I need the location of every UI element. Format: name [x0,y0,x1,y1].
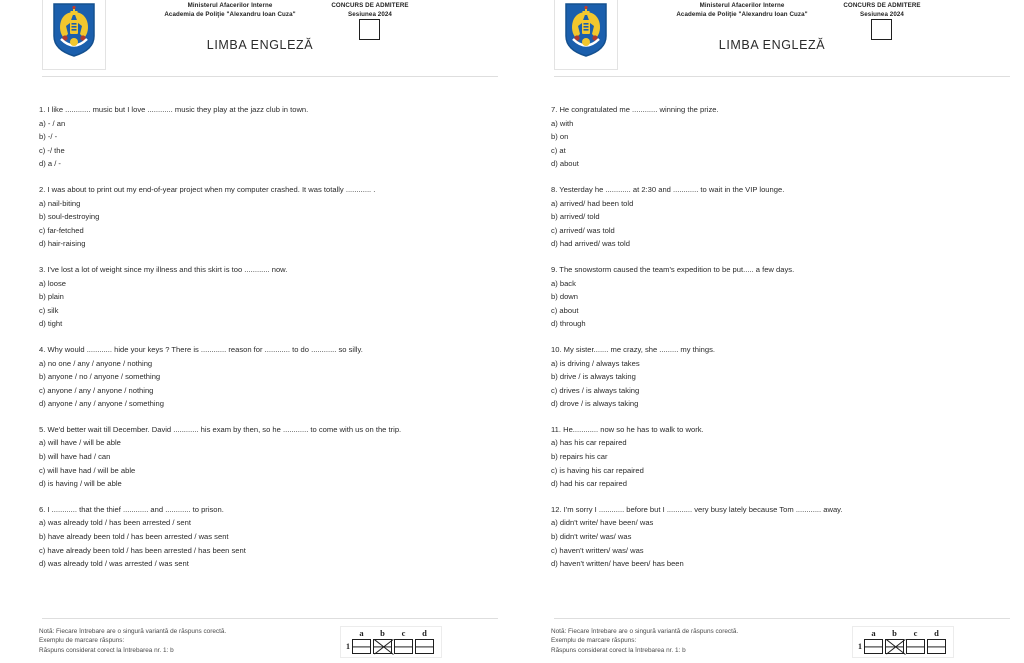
answer-option[interactable]: a) no one / any / anyone / nothing [39,358,153,368]
romanian-coat-of-arms-icon [564,2,608,58]
footer-divider [42,618,498,619]
note-line-2: Exemplu de marcare răspuns: [551,637,637,645]
answer-option[interactable]: b) arrived/ told [551,212,600,222]
answer-grid-column-a [352,629,371,654]
question-stem: 7. He congratulated me ............ winning the prize. [551,105,719,114]
answer-option[interactable]: d) through [551,319,586,329]
answer-option[interactable]: d) tight [39,319,63,329]
answer-grid [858,629,946,654]
answer-option[interactable]: a) with [551,118,574,128]
question-stem: 3. I've lost a lot of weight since my illness and this skirt is too ............ now. [39,264,288,274]
answer-grid-cell-b-marked[interactable] [373,639,392,654]
question-item [39,103,498,171]
answer-option[interactable]: d) hair-raising [39,239,86,249]
answer-grid-cell-a[interactable] [864,639,883,654]
subject-title: LIMBA ENGLEZĂ [206,38,314,52]
answer-grid-letter: d [422,628,427,638]
question-stem: 2. I was about to print out my end-of-year project when my computer crashed. It was totally ............ . [39,184,376,194]
answer-option[interactable]: b) repairs his car [551,452,608,462]
answer-option[interactable]: c) is having his car repaired [551,465,644,475]
answer-option[interactable]: c) have already been told / has been arrested / has been sent [39,545,246,555]
question-item [39,423,498,491]
answer-option[interactable]: c) anyone / any / anyone / nothing [39,385,154,395]
answer-grid-cell-d[interactable] [927,639,946,654]
answer-grid-row-number: 1 [346,642,350,651]
answer-grid-column-d [415,629,434,654]
answer-option[interactable]: a) is driving / always takes [551,358,640,368]
answer-grid-column-d [927,629,946,654]
answer-option[interactable]: b) will have had / can [39,452,111,462]
question-item [39,343,498,411]
answer-option[interactable]: a) back [551,278,576,288]
question-stem: 12. I'm sorry I ............ before but I ............ very busy lately because Tom ............ away. [551,504,843,514]
page-header [526,0,1010,76]
institution-line-1: Ministerul Afacerilor Interne [187,2,273,9]
answer-option[interactable]: b) anyone / no / anyone / something [39,372,161,382]
romanian-coat-of-arms-icon [52,2,96,58]
answer-grid-letter: b [380,628,385,638]
answer-option[interactable]: c) arrived/ was told [551,225,615,235]
candidate-code-checkbox[interactable] [359,19,380,40]
header-divider [42,76,498,77]
question-stem: 9. The snowstorm caused the team's expedition to be put..... a few days. [551,264,795,274]
answer-grid-column-a [864,629,883,654]
answer-marking-example [340,626,442,658]
answer-option[interactable]: d) about [551,159,579,169]
answer-grid-letter: c [913,628,918,638]
answer-option[interactable]: b) down [551,292,579,302]
question-item [551,103,1010,171]
exam-line-2: Sesiunea 2024 [348,11,392,18]
question-item [551,423,1010,491]
answer-marking-example [852,626,954,658]
exam-heading [300,1,440,19]
exam-line-2: Sesiunea 2024 [860,11,904,18]
answer-option[interactable]: b) have already been told / has been arrested / was sent [39,532,229,542]
question-stem: 5. We'd better wait till December. David ............ his exam by then, so he ............ to come with us on the trip. [39,424,402,434]
exam-heading [812,1,952,19]
answer-grid-cell-d[interactable] [415,639,434,654]
question-stem: 6. I ............ that the thief ............ and ............ to prison. [39,504,224,514]
institution-line-2: Academia de Poliţie "Alexandru Ioan Cuza" [164,11,296,18]
answer-option[interactable]: a) loose [39,278,67,288]
answer-grid-letter: b [892,628,897,638]
question-stem: 8. Yesterday he ............ at 2:30 and ............ to wait in the VIP lounge. [551,184,785,194]
answer-option[interactable]: d) is having / will be able [39,479,122,489]
page-footer [551,627,1010,663]
page-sheet [526,0,1010,663]
answer-option[interactable]: b) didn't write/ was/ was [551,532,632,542]
subject-title: LIMBA ENGLEZĂ [718,38,826,52]
answer-option[interactable]: d) was already told / was arrested / was sent [39,559,189,569]
answer-grid-cell-a[interactable] [352,639,371,654]
exam-line-1: CONCURS DE ADMITERE [331,2,409,9]
answer-option[interactable]: d) had arrived/ was told [551,239,630,249]
question-stem: 1. I like ............ music but I love ............ music they play at the jazz club in town. [39,105,309,114]
answer-grid-column-c [906,629,925,654]
question-list-right [551,103,1010,583]
question-item [551,343,1010,411]
page-header [14,0,498,76]
question-stem: 11. He............ now so he has to walk to work. [551,424,704,434]
note-line-3: Răspuns considerat corect la întrebarea nr. 1: b [39,646,174,654]
note-line-3: Răspuns considerat corect la întrebarea nr. 1: b [551,646,686,654]
question-item [551,183,1010,251]
answer-grid-row-number: 1 [858,642,862,651]
footer-divider [554,618,1010,619]
institution-line-2: Academia de Poliţie "Alexandru Ioan Cuza" [676,11,808,18]
answer-option[interactable]: c) drives / is always taking [551,385,640,395]
answer-option[interactable]: c) haven't written/ was/ was [551,545,644,555]
header-divider [554,76,1010,77]
answer-option[interactable]: b) plain [39,292,64,302]
page-sheet [14,0,498,663]
question-item [551,263,1010,331]
question-list-left [39,103,498,583]
answer-grid [346,629,434,654]
answer-grid-column-c [394,629,413,654]
answer-grid-letter: d [934,628,939,638]
answer-option[interactable]: d) a / - [39,159,61,169]
question-item [551,503,1010,571]
answer-option[interactable]: d) had his car repaired [551,479,627,489]
note-line-1: Notă: Fiecare întrebare are o singură variantă de răspuns corectă. [551,628,739,635]
candidate-code-checkbox[interactable] [871,19,892,40]
question-stem: 10. My sister....... me crazy, she ......... my things. [551,344,716,354]
institution-line-1: Ministerul Afacerilor Interne [699,2,785,9]
answer-option[interactable]: d) drove / is always taking [551,399,639,409]
answer-option[interactable]: b) -/ - [39,132,58,142]
answer-option[interactable]: a) didn't write/ have been/ was [551,518,654,528]
answer-grid-letter: a [359,628,364,638]
answer-option[interactable]: b) soul-destroying [39,212,100,222]
note-line-1: Notă: Fiecare întrebare are o singură variantă de răspuns corectă. [39,628,227,635]
answer-option[interactable]: a) will have / will be able [39,438,121,448]
answer-option[interactable]: d) anyone / any / anyone / something [39,399,164,409]
answer-option[interactable]: b) on [551,132,569,142]
answer-option[interactable]: c) will have had / will be able [39,465,136,475]
answer-grid-letter: c [401,628,406,638]
answer-option[interactable]: c) at [551,145,566,155]
logo-box [554,0,618,70]
answer-option[interactable]: a) arrived/ had been told [551,198,634,208]
answer-option[interactable]: a) nail-biting [39,198,81,208]
note-line-2: Exemplu de marcare răspuns: [39,637,125,645]
answer-grid-cell-c[interactable] [394,639,413,654]
answer-option[interactable]: c) far-fetched [39,225,84,235]
page-footer [39,627,498,663]
question-item [39,183,498,251]
exam-line-1: CONCURS DE ADMITERE [843,2,921,9]
answer-grid-column-b [885,629,904,654]
exam-page-right [512,0,1024,663]
answer-grid-cell-c[interactable] [906,639,925,654]
answer-option[interactable]: c) -/ the [39,145,65,155]
answer-option[interactable]: a) was already told / has been arrested / sent [39,518,191,528]
question-item [39,263,498,331]
answer-option[interactable]: b) drive / is always taking [551,372,636,382]
answer-option[interactable]: a) - / an [39,118,66,128]
question-item [39,503,498,571]
answer-grid-letter: a [871,628,876,638]
answer-grid-column-b [373,629,392,654]
answer-grid-cell-b-marked[interactable] [885,639,904,654]
answer-option[interactable]: a) has his car repaired [551,438,627,448]
question-stem: 4. Why would ............ hide your keys ? There is ............ reason for ............ to do ............ so silly. [39,344,363,354]
logo-box [42,0,106,70]
answer-option[interactable]: c) silk [39,305,59,315]
answer-option[interactable]: c) about [551,305,579,315]
answer-option[interactable]: d) haven't written/ have been/ has been [551,559,684,569]
